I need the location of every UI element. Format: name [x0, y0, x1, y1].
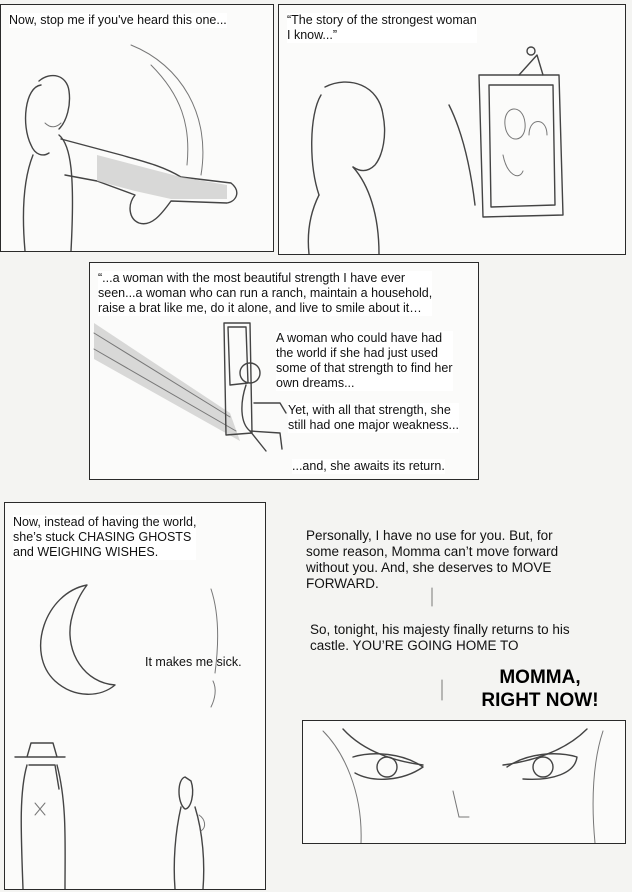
panel-3-could-have: A woman who could have had the world if she had just used some of that strength to find her own dreams...	[276, 331, 453, 390]
panel-5	[302, 720, 626, 844]
panel-4	[4, 502, 266, 890]
panel-4-drawing	[5, 503, 265, 889]
panel-3-weakness: Yet, with all that strength, she still had one major weakness...	[288, 403, 459, 432]
panel-5-tonight: So, tonight, his majesty finally returns to his castle. YOU’RE GOING HOME TO	[310, 622, 570, 653]
panel-1	[0, 4, 274, 252]
panel-2-caption: “The story of the strongest woman I know...”	[287, 13, 477, 42]
panel-3	[89, 262, 479, 480]
panel-4-sick: It makes me sick.	[145, 655, 242, 669]
panel-2	[278, 4, 626, 255]
panel-1-caption: Now, stop me if you've heard this one...	[9, 13, 227, 27]
panel-3-intro: “...a woman with the most beautiful strength I have ever seen...a woman who can run a ranch, maintain a household, raise a brat like me, do it alone, and live to smile about it…	[98, 271, 433, 315]
panel-3-awaits: ...and, she awaits its return.	[292, 459, 445, 473]
panel-1-drawing	[1, 5, 273, 251]
panel-5-drawing	[303, 721, 625, 843]
panel-5-no-use: Personally, I have no use for you. But, for some reason, Momma can’t move forward without you. And, she deserves to MOVE FORWARD.	[306, 528, 559, 591]
panel-5-momma: MOMMA, RIGHT NOW!	[481, 667, 599, 711]
panel-4-ghosts: Now, instead of having the world, she’s stuck CHASING GHOSTS and WEIGHING WISHES.	[13, 515, 197, 559]
